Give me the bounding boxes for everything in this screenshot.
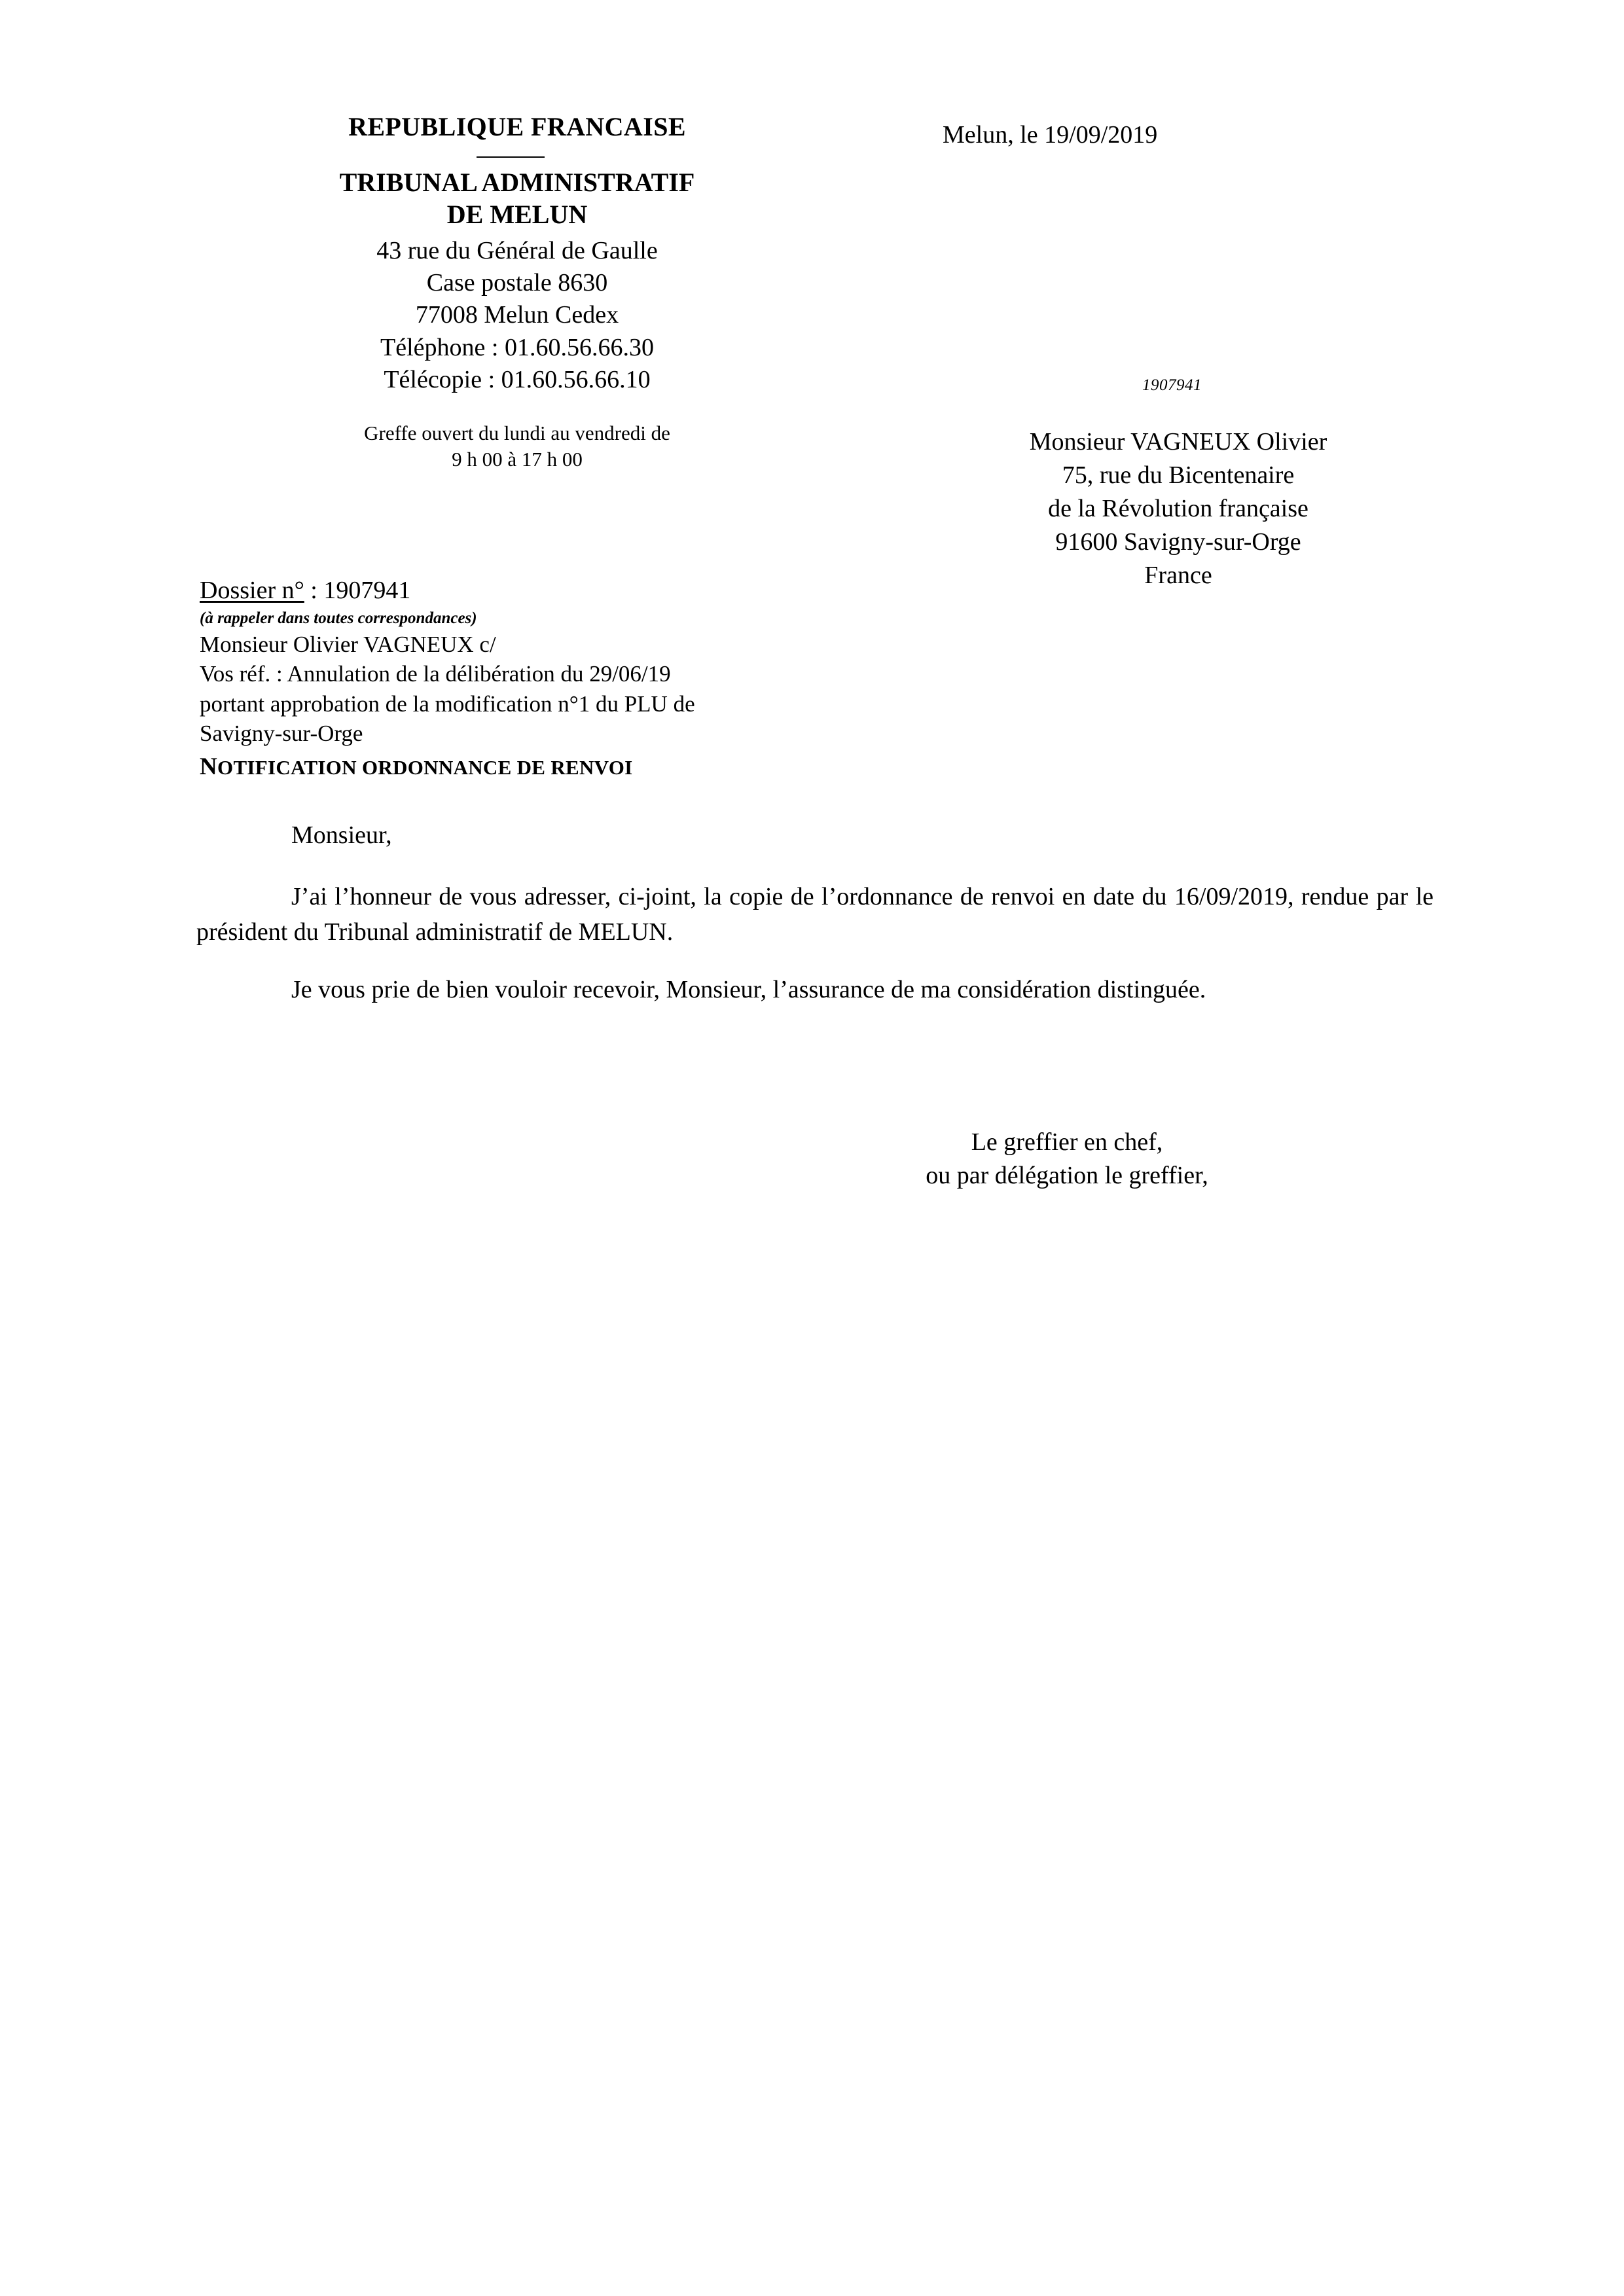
tribunal-name-line1: TRIBUNAL ADMINISTRATIF (339, 168, 695, 197)
dossier-details (200, 630, 1018, 749)
address-line-2: Case postale 8630 (426, 268, 608, 296)
salutation: Monsieur, (291, 821, 392, 849)
body-paragraph-1: J’ai l’honneur de vous adresser, ci-joint, la copie de l’ordonnance de renvoi en date du 16/09/2019, rendue par le président du Tribunal administratif de MELUN. (196, 882, 1434, 946)
dossier-ref-line-3: Savigny-sur-Orge (200, 721, 363, 747)
dossier-ref-line-2: portant approbation de la modification n°1 du PLU de (200, 691, 695, 717)
notification-title-initial: N (200, 753, 218, 780)
letter-body (196, 818, 1434, 1030)
dossier-number-line (200, 576, 1018, 606)
addressee-name: Monsieur VAGNEUX Olivier (1029, 428, 1327, 456)
addressee-street: 75, rue du Bicentenaire (1062, 461, 1295, 489)
address-line-1: 43 rue du Général de Gaulle (376, 236, 658, 264)
dossier-separator: : (304, 577, 324, 604)
signature-block (772, 1126, 1362, 1193)
dossier-ref-line-1: Vos réf. : Annulation de la délibération du 29/06/19 (200, 661, 671, 687)
dossier-number: 1907941 (323, 577, 411, 604)
signature-line-2: ou par délégation le greffier, (926, 1161, 1208, 1189)
tribunal-name (229, 167, 805, 231)
addressee-country: France (1144, 561, 1212, 589)
dossier-party-line: Monsieur Olivier VAGNEUX c/ (200, 631, 496, 657)
notification-title (200, 753, 1018, 781)
reference-number-small: 1907941 (1142, 376, 1202, 394)
notification-title-rest: OTIFICATION ORDONNANCE DE RENVOI (217, 755, 633, 779)
addressee-city: 91600 Savigny-sur-Orge (1055, 528, 1301, 556)
registry-hours-line2: 9 h 00 à 17 h 00 (452, 447, 583, 471)
tribunal-name-line2: DE MELUN (446, 199, 588, 229)
addressee-street-2: de la Révolution française (1048, 494, 1308, 522)
tribunal-address (229, 235, 805, 397)
letterhead-block (216, 111, 805, 473)
addressee-block (916, 425, 1440, 592)
registry-hours-line1: Greffe ouvert du lundi au vendredi de (364, 421, 670, 444)
dossier-note: (à rappeler dans toutes correspondances) (200, 609, 477, 627)
fax-line: Télécopie : 01.60.56.66.10 (384, 366, 651, 394)
signature-line-1: Le greffier en chef, (971, 1128, 1163, 1156)
dossier-block (200, 576, 1018, 781)
address-line-3: 77008 Melun Cedex (415, 301, 619, 329)
date-line: Melun, le 19/09/2019 (943, 121, 1158, 149)
body-paragraph-2: Je vous prie de bien vouloir recevoir, Monsieur, l’assurance de ma considération distinguée. (291, 975, 1206, 1003)
phone-line: Téléphone : 01.60.56.66.30 (380, 333, 654, 361)
registry-hours (229, 420, 805, 473)
dossier-label: Dossier n° (200, 577, 304, 604)
letterhead-divider (477, 156, 545, 158)
republic-title: REPUBLIQUE FRANCAISE (348, 112, 686, 141)
